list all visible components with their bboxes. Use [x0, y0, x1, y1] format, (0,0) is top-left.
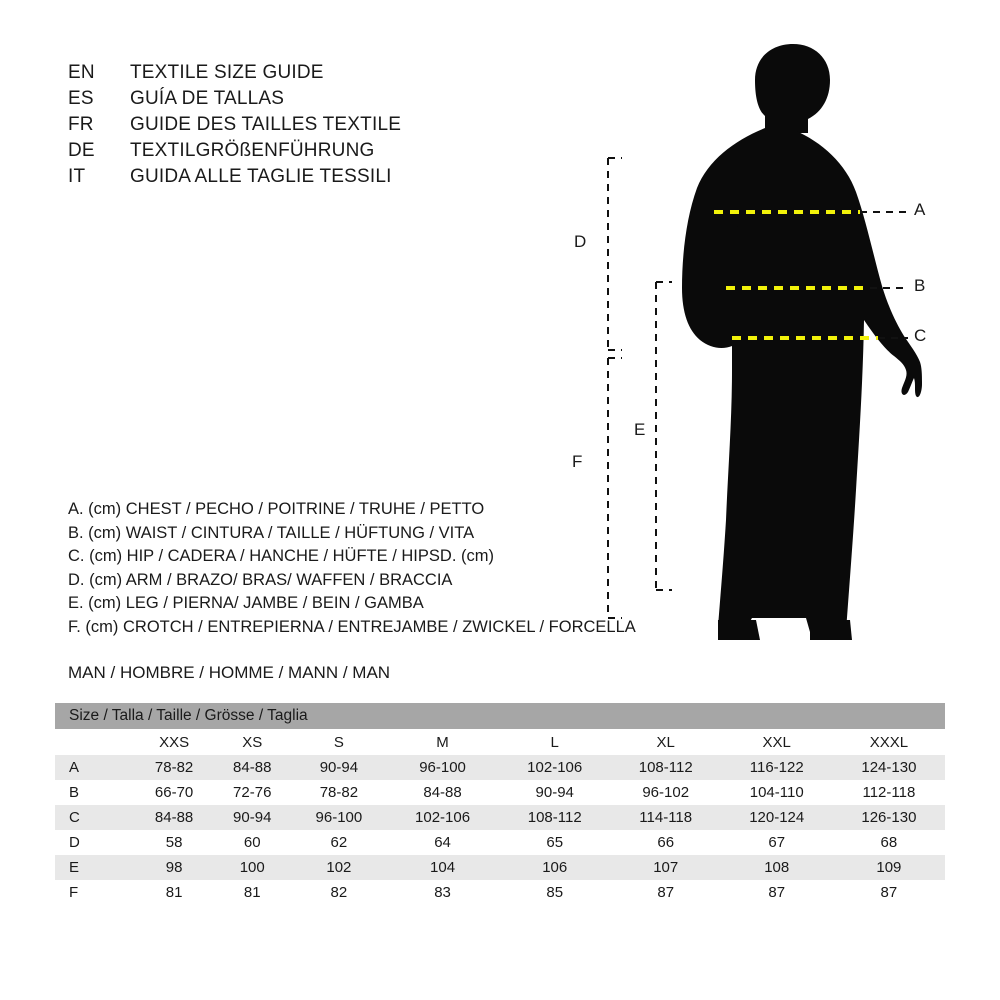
cell-d-xxxl: 68	[833, 830, 945, 855]
cell-d-m: 64	[386, 830, 498, 855]
table-header-bar	[55, 703, 945, 729]
title-row	[68, 62, 548, 88]
table-row	[55, 855, 945, 880]
cell-a-m: 96-100	[386, 755, 498, 780]
cell-c-xxl: 120-124	[721, 805, 833, 830]
column-header-xl: XL	[611, 729, 721, 755]
cell-a-l: 102-106	[499, 755, 611, 780]
cell-c-xl: 114-118	[611, 805, 721, 830]
title-lang-it: IT	[68, 166, 86, 187]
marker-label-b: B	[914, 276, 926, 295]
legend-row-f: F. (cm) CROTCH / ENTREPIERNA / ENTREJAMBE / ZWICKEL / FORCELLA	[68, 617, 636, 636]
cell-f-xl: 87	[611, 880, 721, 905]
cell-a-xs: 84-88	[213, 755, 291, 780]
cell-c-xxs: 84-88	[135, 805, 213, 830]
table-row	[55, 755, 945, 780]
cell-c-xxxl: 126-130	[833, 805, 945, 830]
title-text-fr: GUIDE DES TAILLES TEXTILE	[130, 114, 402, 135]
legend-row-d: D. (cm) ARM / BRAZO/ BRAS/ WAFFEN / BRACCIA	[68, 570, 453, 589]
cell-c-m: 102-106	[386, 805, 498, 830]
cell-c-xs: 90-94	[213, 805, 291, 830]
marker-label-c: C	[914, 326, 927, 345]
table-header-bar-label: Size / Talla / Taille / Grösse / Taglia	[55, 703, 945, 729]
column-header-xxl: XXL	[721, 729, 833, 755]
cell-a-xl: 108-112	[611, 755, 721, 780]
bracket-arm-d	[608, 158, 622, 350]
table-row	[55, 780, 945, 805]
row-label-b: B	[55, 780, 135, 805]
cell-f-l: 85	[499, 880, 611, 905]
table-column-header-row	[55, 729, 945, 755]
cell-a-xxxl: 124-130	[833, 755, 945, 780]
cell-d-xxs: 58	[135, 830, 213, 855]
title-lang-fr: FR	[68, 114, 94, 135]
cell-e-xl: 107	[611, 855, 721, 880]
legend-row-e: E. (cm) LEG / PIERNA/ JAMBE / BEIN / GAMBA	[68, 594, 424, 612]
table-row	[55, 880, 945, 905]
cell-c-l: 108-112	[499, 805, 611, 830]
title-row	[68, 140, 548, 166]
title-text-de: TEXTILGRÖßENFÜHRUNG	[130, 140, 375, 161]
cell-f-xs: 81	[213, 880, 291, 905]
column-header-m: M	[386, 729, 498, 755]
cell-b-xxs: 66-70	[135, 780, 213, 805]
marker-label-f: F	[572, 452, 583, 471]
cell-e-xxl: 108	[721, 855, 833, 880]
marker-label-d: D	[574, 232, 587, 251]
title-text-es: GUÍA DE TALLAS	[130, 88, 285, 109]
cell-f-xxs: 81	[135, 880, 213, 905]
cell-d-xxl: 67	[721, 830, 833, 855]
cell-e-m: 104	[386, 855, 498, 880]
cell-d-xl: 66	[611, 830, 721, 855]
row-label-e: E	[55, 855, 135, 880]
column-header-xs: XS	[213, 729, 291, 755]
cell-b-xxxl: 112-118	[833, 780, 945, 805]
row-label-c: C	[55, 805, 135, 830]
column-header-s: S	[291, 729, 386, 755]
legend-row-b: B. (cm) WAIST / CINTURA / TAILLE / HÜFTUNG / VITA	[68, 523, 475, 542]
title-row	[68, 114, 548, 140]
title-row	[68, 88, 548, 114]
title-lang-en: EN	[68, 62, 95, 83]
cell-b-xxl: 104-110	[721, 780, 833, 805]
title-lang-de: DE	[68, 140, 95, 161]
cell-b-xs: 72-76	[213, 780, 291, 805]
table-row	[55, 830, 945, 855]
cell-f-xxxl: 87	[833, 880, 945, 905]
cell-d-xs: 60	[213, 830, 291, 855]
legend-block	[68, 498, 636, 639]
cell-e-xxs: 98	[135, 855, 213, 880]
cell-f-m: 83	[386, 880, 498, 905]
size-table	[55, 703, 945, 905]
cell-e-s: 102	[291, 855, 386, 880]
male-silhouette-shape	[682, 44, 922, 640]
table-row	[55, 805, 945, 830]
column-header-xxxl: XXXL	[833, 729, 945, 755]
table-corner-cell	[55, 729, 135, 755]
gender-label: MAN / HOMBRE / HOMME / MANN / MAN	[68, 663, 391, 682]
cell-f-s: 82	[291, 880, 386, 905]
title-lang-es: ES	[68, 88, 94, 109]
marker-label-a: A	[914, 200, 926, 219]
cell-e-xxxl: 109	[833, 855, 945, 880]
cell-a-s: 90-94	[291, 755, 386, 780]
cell-b-l: 90-94	[499, 780, 611, 805]
cell-d-l: 65	[499, 830, 611, 855]
marker-label-e: E	[634, 420, 646, 439]
cell-f-xxl: 87	[721, 880, 833, 905]
row-label-d: D	[55, 830, 135, 855]
cell-b-s: 78-82	[291, 780, 386, 805]
title-block	[68, 62, 548, 192]
cell-e-l: 106	[499, 855, 611, 880]
cell-e-xs: 100	[213, 855, 291, 880]
column-header-l: L	[499, 729, 611, 755]
cell-d-s: 62	[291, 830, 386, 855]
cell-b-xl: 96-102	[611, 780, 721, 805]
cell-a-xxl: 116-122	[721, 755, 833, 780]
row-label-f: F	[55, 880, 135, 905]
legend-row-c: C. (cm) HIP / CADERA / HANCHE / HÜFTE / HIPSD. (cm)	[68, 547, 494, 565]
column-header-xxs: XXS	[135, 729, 213, 755]
title-text-it: GUIDA ALLE TAGLIE TESSILI	[130, 166, 392, 187]
legend-row-a: A. (cm) CHEST / PECHO / POITRINE / TRUHE / PETTO	[68, 500, 485, 518]
cell-c-s: 96-100	[291, 805, 386, 830]
title-text-en: TEXTILE SIZE GUIDE	[130, 62, 324, 83]
row-label-a: A	[55, 755, 135, 780]
title-row	[68, 166, 548, 192]
cell-b-m: 84-88	[386, 780, 498, 805]
bracket-leg-e	[656, 282, 672, 590]
cell-a-xxs: 78-82	[135, 755, 213, 780]
